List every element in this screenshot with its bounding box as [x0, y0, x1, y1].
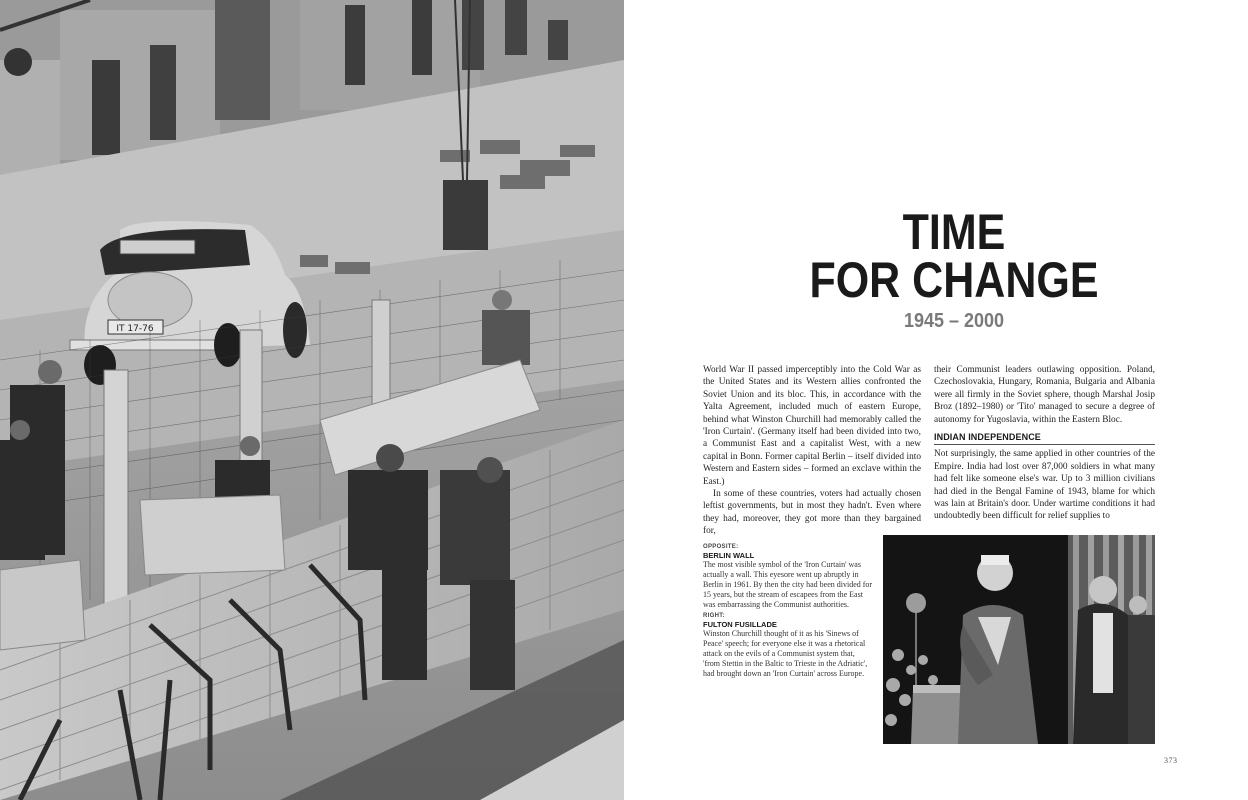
- page-number: 373: [1164, 756, 1178, 765]
- caption-text: Winston Churchill thought of it as his 'Sinews of Peace' speech; for everyone else it was a rhetorical attack on the evils of a Communist system that, 'from Stettin in the Baltic to Trieste in the Adriatic', had brought down an 'Iron Curtain' across Europe.: [703, 629, 868, 678]
- caption-heading: BERLIN WALL: [703, 551, 755, 560]
- body-column-1: [703, 364, 921, 538]
- caption-fulton-fusillade: [703, 612, 873, 679]
- body-paragraph: Not surprisingly, the same applied in other countries of the Empire. India had lost over 87,000 soldiers in what many had felt like someone else's war. Up to 3 million civilians had died in the Bengal Famine of 1943, blame for which was lain at Britain's door. Under wartime conditions it had undoubtedly been difficult for relief supplies to: [934, 449, 1155, 522]
- caption-text: The most visible symbol of the 'Iron Curtain' was actually a wall. This eyesore went up abruptly in Berlin in 1961. By then the city had been divided for 15 years, but the stream of escapees from the East was embarrassing the Communist authorities.: [703, 560, 873, 609]
- chapter-title-line-1: TIME: [902, 204, 1006, 260]
- churchill-photo: [883, 535, 1155, 744]
- caption-heading: FULTON FUSILLADE: [703, 620, 777, 629]
- caption-kicker: RIGHT:: [703, 613, 725, 619]
- section-heading: INDIAN INDEPENDENCE: [934, 431, 1155, 445]
- text-page: [624, 0, 1248, 800]
- caption-kicker: OPPOSITE:: [703, 544, 739, 550]
- body-paragraph: In some of these countries, voters had actually chosen leftist governments, but in most they hadn't. Even where they had, moreover, they got more than they bargained for,: [703, 489, 921, 537]
- body-paragraph: their Communist leaders outlawing opposition. Poland, Czechoslovakia, Hungary, Romania, Bulgaria and Albania were all firmly in the Soviet sphere, though Marshal Josip Broz (1892–1980) or 'Tito' managed to secure a degree of autonomy for Yugoslavia, within the Eastern Bloc.: [934, 365, 1155, 425]
- license-plate: IT 17-76: [116, 324, 154, 334]
- churchill-illustration: [883, 535, 1155, 744]
- caption-berlin-wall: [703, 543, 873, 610]
- chapter-subtitle: 1945 – 2000: [903, 310, 1005, 332]
- body-column-2: [934, 364, 1155, 523]
- body-paragraph: World War II passed imperceptibly into the Cold War as the United States and its Western allies confronted the Soviet Union and its bloc. This, in accordance with the Yalta Agreement, included much of eastern Europe, behind what Winston Churchill had memorably called the 'Iron Curtain'. (Germany itself had been divided into two, a Communist East and a capitalist West, with a new capital in Bonn. Former capital Berlin – itself divided into Western and Eastern sides – formed an exclave within the East.): [703, 365, 921, 487]
- chapter-title-line-2: FOR CHANGE: [809, 252, 1099, 308]
